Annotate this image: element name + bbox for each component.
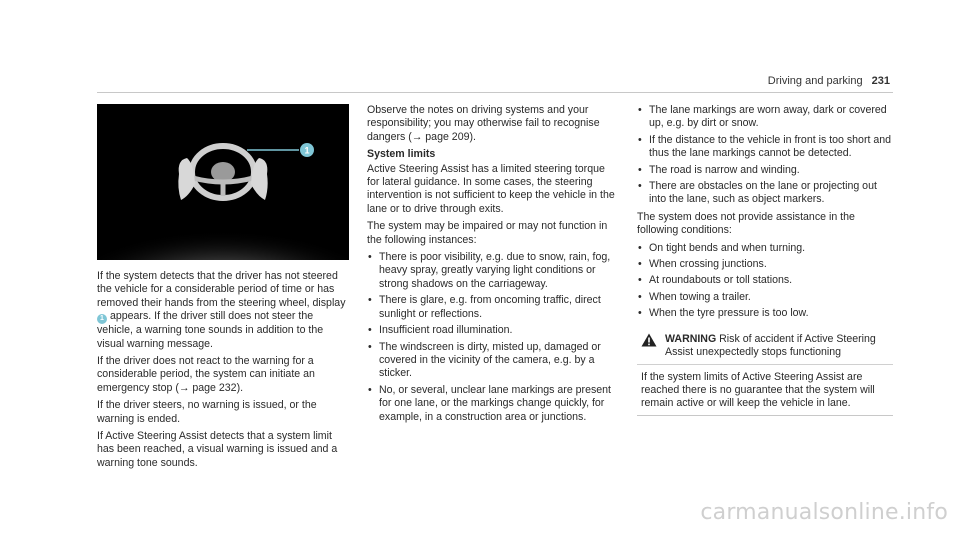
list-item: • Insufficient road illumination. bbox=[367, 324, 619, 337]
warning-triangle-icon bbox=[641, 333, 657, 347]
list-item: • The windscreen is dirty, misted up, damaged or covered in the vicinity of the camera, e.g. by a sticker. bbox=[367, 341, 619, 381]
bullet-list bbox=[637, 104, 893, 207]
list-item: • When towing a trailer. bbox=[637, 291, 893, 304]
list-item: • If the distance to the vehicle in front is too short and thus the lane markings cannot be detected. bbox=[637, 134, 893, 161]
list-item: • There is glare, e.g. from oncoming traffic, direct sunlight or reflections. bbox=[367, 294, 619, 321]
list-item: • When the tyre pressure is too low. bbox=[637, 307, 893, 320]
warning-label: WARNING bbox=[665, 332, 717, 345]
callout-badge: 1 bbox=[97, 314, 107, 324]
list-item: • The lane markings are worn away, dark or covered up, e.g. by dirt or snow. bbox=[637, 104, 893, 131]
paragraph: Active Steering Assist has a limited steering torque for lateral guidance. In some cases, the steering intervention is not sufficient to keep the vehicle in the lane or to drive through exits. bbox=[367, 162, 615, 215]
column-2 bbox=[367, 104, 619, 428]
paragraph: The system may be impaired or may not function in the following instances: bbox=[367, 220, 608, 246]
list-item: • There are obstacles on the lane or projecting out into the lane, such as object markers. bbox=[637, 180, 893, 207]
list-item: • At roundabouts or toll stations. bbox=[637, 274, 893, 287]
paragraph: If the driver steers, no warning is issued, or the warning is ended. bbox=[97, 399, 317, 425]
column-3 bbox=[637, 104, 893, 416]
bullet-list bbox=[637, 242, 893, 321]
warning-box bbox=[637, 327, 893, 416]
header-rule bbox=[97, 92, 893, 93]
paragraph: If the system detects that the driver has not steered the vehicle for a considerable period of time or has removed their hands from the steering wheel, display 1 appears. If the driver still does not steer the vehicle, a warning tone sounds in addition to the visual warning message. bbox=[97, 270, 346, 350]
warning-header bbox=[637, 327, 893, 365]
watermark: carmanualsonline.info bbox=[700, 500, 948, 525]
callout-number: 1 bbox=[304, 145, 310, 156]
steering-wheel-illustration bbox=[97, 104, 349, 260]
list-item: • There is poor visibility, e.g. due to snow, rain, fog, heavy spray, greatly varying light conditions or strong shadows on the carriageway. bbox=[367, 251, 619, 291]
list-item: • On tight bends and when turning. bbox=[637, 242, 893, 255]
paragraph: If Active Steering Assist detects that a system limit has been reached, a visual warning is issued and a warning tone sounds. bbox=[97, 430, 338, 469]
paragraph: Observe the notes on driving systems and your responsibility; you may otherwise fail to recognise dangers (→ page 209). bbox=[367, 104, 600, 143]
warning-title: WARNING Risk of accident if Active Steering Assist unexpectedly stops functioning bbox=[665, 332, 876, 359]
steering-hands-graphic bbox=[97, 104, 349, 260]
paragraph: The system does not provide assistance in the following conditions: bbox=[637, 210, 855, 237]
section-title: Driving and parking bbox=[767, 75, 863, 87]
page-number: 231 bbox=[871, 75, 890, 87]
column-1 bbox=[97, 104, 349, 474]
page-header bbox=[768, 75, 890, 87]
section-heading: System limits bbox=[367, 148, 436, 161]
list-item: • When crossing junctions. bbox=[637, 258, 893, 271]
bullet-list bbox=[367, 251, 619, 424]
list-item: • No, or several, unclear lane markings are present for one lane, or the markings change quickly, for example, in a construction area or junctions. bbox=[367, 384, 619, 424]
paragraph: If the driver does not react to the warning for a considerable period, the system can initiate an emergency stop (→ page 232). bbox=[97, 355, 315, 394]
list-item: • The road is narrow and winding. bbox=[637, 164, 893, 177]
warning-text: If the system limits of Active Steering Assist are reached there is no guarantee that the system will remain active or will keep the vehicle in lane. bbox=[641, 370, 875, 410]
